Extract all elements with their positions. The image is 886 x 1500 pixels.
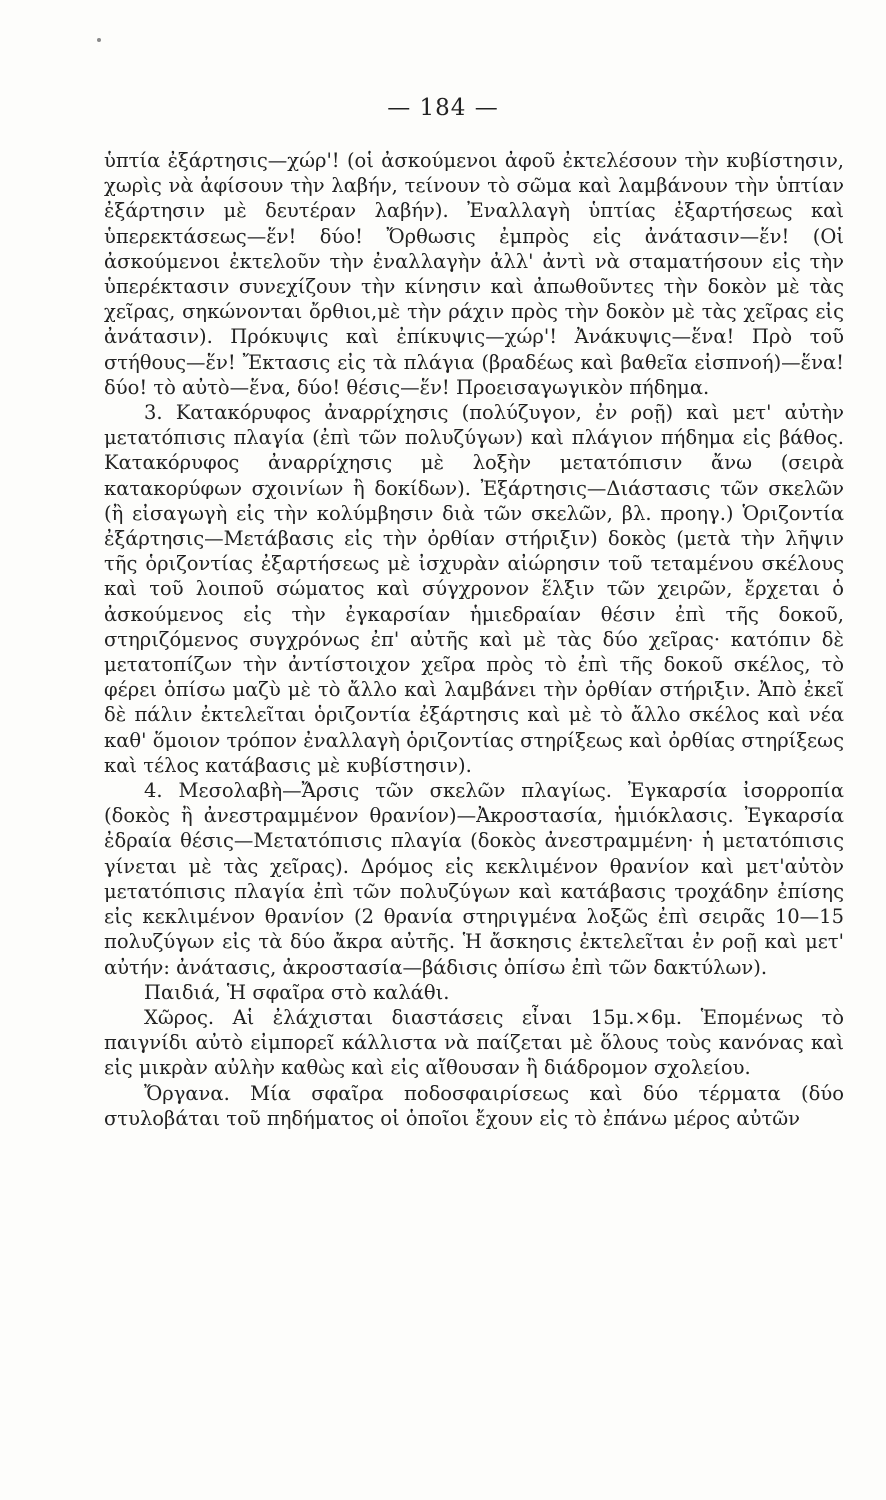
print-speck — [97, 38, 101, 42]
paragraph-exercise-3: 3. Κατακόρυφος ἀναρρίχησις (πολύζυγον, ἐν ροῇ) καὶ μετ' αὐτὴν μετατόπισις πλαγία (ἐπὶ τῶν πολυζύγων) καὶ πλάγιον πήδημα εἰς βάθος. Κατακόρυφος ἀναρρίχησις μὲ λοξὴν μετατόπισιν ἄνω (σειρὰ κατακορύφων σχοινίων ἢ δοκίδων). Ἐξάρτησις—Διάστασις τῶν σκελῶν (ἢ εἰσαγωγὴ εἰς τὴν κολύμβησιν διὰ τῶν σκελῶν, βλ. προηγ.) Ὁριζοντία ἐξάρτησις—Μετάβασις εἰς τὴν ὀρθίαν στήριξιν) δοκὸς (μετὰ τὴν λῆψιν τῆς ὁριζοντίας ἐξαρτήσεως μὲ ἰσχυρὰν αἰώρησιν τοῦ τεταμένου σκέλους καὶ τοῦ λοιποῦ σώματος καὶ σύγχρονον ἕλξιν τῶν χειρῶν, ἔρχεται ὁ ἀσκούμενος εἰς τὴν ἐγκαρσίαν ἡμιεδραίαν θέσιν ἐπὶ τῆς δοκοῦ, στηριζόμενος συγχρόνως ἐπ' αὐτῆς καὶ μὲ τὰς δύο χεῖρας· κατόπιν δὲ μετατοπίζων τὴν ἀντίστοιχον χεῖρα πρὸς τὸ ἐπὶ τῆς δοκοῦ σκέλος, τὸ φέρει ὀπίσω μαζὺ μὲ τὸ ἄλλο καὶ λαμβάνει τὴν ὀρθίαν στήριξιν. Ἀπὸ ἐκεῖ δὲ πάλιν ἐκτελεῖται ὁριζοντία ἐξάρτησις καὶ μὲ τὸ ἄλλο σκέλος καὶ νέα καθ' ὅμοιον τρόπον ἐναλλαγὴ ὁριζοντίας στηρίξεως καὶ ὀρθίας στηρίξεως καὶ τέλος κατάβασις μὲ κυβίστησιν). — [104, 401, 844, 777]
paragraph-exercise-4: 4. Μεσολαβὴ—Ἄρσις τῶν σκελῶν πλαγίως. Ἐγκαρσία ἰσορροπία (δοκὸς ἢ ἀνεστραμμένον θρανίον)—Ἀκροστασία, ἡμιόκλασις. Ἐγκαρσία ἐδραία θέσις—Μετατόπισις πλαγία (δοκὸς ἀνεστραμμένη· ἡ μετατόπισις γίνεται μὲ τὰς χεῖρας). Δρόμος εἰς κεκλιμένον θρανίον καὶ μετ'αὐτὸν μετατόπισις πλαγία ἐπὶ τῶν πολυζύγων καὶ κατάβασις τροχάδην ἐπίσης εἰς κεκλιμένον θρανίον (2 θρανία στηριγμένα λοξῶς ἐπὶ σειρᾶς 10—15 πολυζύγων εἰς τὰ δύο ἄκρα αὐτῆς. Ἡ ἄσκησις ἐκτελεῖται ἐν ροῇ καὶ μετ' αὐτήν: ἀνάτασις, ἀκροστασία—βάδισις ὀπίσω ἐπὶ τῶν δακτύλων). — [104, 779, 844, 979]
page-number: — 184 — — [387, 95, 499, 121]
paragraph-game-title: Παιδιά, Ἡ σφαῖρα στὸ καλάθι. — [144, 980, 450, 1004]
paragraph-space: Χῶρος. Αἱ ἐλάχισται διαστάσεις εἶναι 15μ.×6μ. Ἑπομένως τὸ παιγνίδι αὐτὸ εἰμπορεῖ κάλλιστα νὰ παίζεται μὲ ὅλους τοὺς κανόνας καὶ εἰς μικρὰν αὐλὴν καθὼς καὶ εἰς αἴθουσαν ἢ διάδρομον σχολείου. — [104, 1005, 844, 1080]
body-text — [104, 148, 844, 1131]
paragraph-exercise-continuation: ὑπτία ἐξάρτησις—χώρ'! (οἱ ἀσκούμενοι ἀφοῦ ἐκτελέσουν τὴν κυβίστησιν, χωρὶς νὰ ἀφίσουν τὴν λαβήν, τείνουν τὸ σῶμα καὶ λαμβάνουν τὴν ὑπτίαν ἐξάρτησιν μὲ δευτέραν λαβήν). Ἐναλλαγὴ ὑπτίας ἐξαρτήσεως καὶ ὑπερεκτάσεως—ἕν! δύο! Ὄρθωσις ἐμπρὸς εἰς ἀνάτασιν—ἕν! (Οἱ ἀσκούμενοι ἐκτελοῦν τὴν ἐναλλαγὴν ἀλλ' ἀντὶ νὰ σταματήσουν εἰς τὴν ὑπερέκτασιν συνεχίζουν τὴν κίνησιν καὶ ἀπωθοῦντες τὴν δοκὸν μὲ τὰς χεῖρας, σηκώνονται ὄρθιοι,μὲ τὴν ράχιν πρὸς τὴν δοκὸν μὲ τὰς χεῖρας εἰς ἀνάτασιν). Πρόκυψις καὶ ἐπίκυψις—χώρ'! Ἀνάκυψις—ἕνα! Πρὸ τοῦ στήθους—ἕν! Ἔκτασις εἰς τὰ πλάγια (βραδέως καὶ βαθεῖα εἰσπνοή)—ἕνα! δύο! τὸ αὐτὸ—ἕνα, δύο! θέσις—ἕν! Προεισαγωγικὸν πήδημα. — [104, 149, 844, 399]
paragraph-equipment: Ὄργανα. Μία σφαῖρα ποδοσφαιρίσεως καὶ δύο τέρματα (δύο στυλοβάται τοῦ πηδήματος οἱ ὁποῖοι ἔχουν εἰς τὸ ἐπάνω μέρος αὐτῶν — [104, 1081, 844, 1130]
